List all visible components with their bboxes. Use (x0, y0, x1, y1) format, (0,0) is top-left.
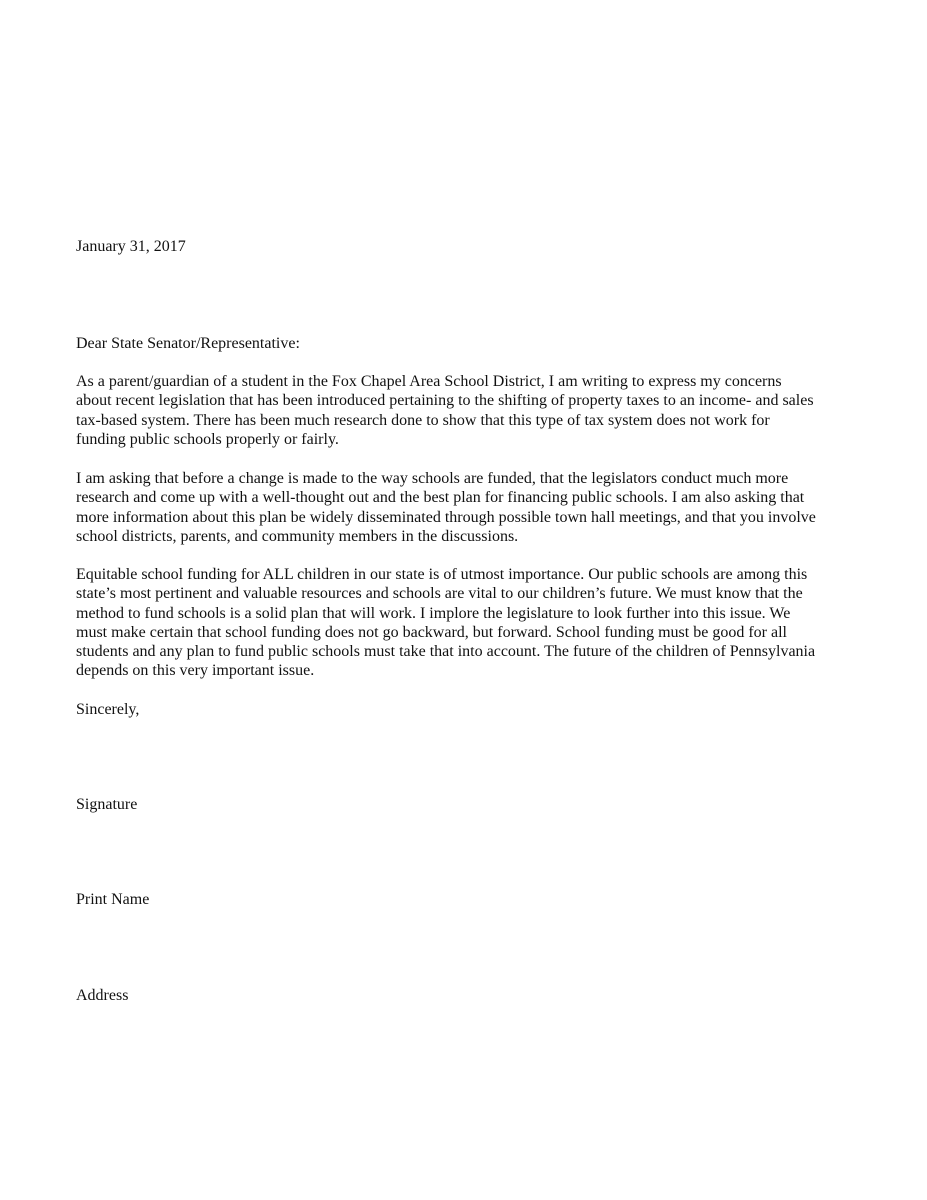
paragraph-line: method to fund schools is a solid plan that will work. I implore the legislature to look further into this issue. We (76, 604, 791, 622)
print-name-label: Print Name (76, 891, 150, 908)
signature-label: Signature (76, 796, 138, 813)
paragraph-line: tax-based system. There has been much research done to show that this type of tax system does not work for (76, 411, 770, 429)
address-label: Address (76, 987, 129, 1004)
body-paragraph-2 (76, 469, 816, 546)
paragraph-line: I am asking that before a change is made to the way schools are funded, that the legislators conduct much more (76, 470, 789, 487)
paragraph-line: research and come up with a well-thought out and the best plan for financing public schools. I am also asking that (76, 489, 805, 507)
paragraph-line: about recent legislation that has been introduced pertaining to the shifting of property taxes to an income- and sales (76, 392, 814, 410)
paragraph-line: students and any plan to fund public schools must take that into account. The future of the children of Pennsylvania (76, 643, 816, 661)
letter-salutation: Dear State Senator/Representative: (76, 335, 300, 352)
paragraph-line: Equitable school funding for ALL children in our state is of utmost importance. Our public schools are among this (76, 566, 808, 583)
paragraph-line: school districts, parents, and community members in the discussions. (76, 527, 519, 545)
paragraph-line: state’s most pertinent and valuable resources and schools are vital to our children’s future. We must know that the (76, 585, 803, 603)
letter-closing: Sincerely, (76, 701, 140, 718)
body-paragraph-1 (76, 372, 814, 449)
letter-date: January 31, 2017 (76, 238, 186, 255)
paragraph-line: must make certain that school funding does not go backward, but forward. School funding must be good for all (76, 623, 787, 641)
paragraph-line: funding public schools properly or fairly. (76, 430, 339, 448)
paragraph-line: depends on this very important issue. (76, 662, 315, 680)
paragraph-line: more information about this plan be widely disseminated through possible town hall meetings, and that you involve (76, 508, 816, 526)
paragraph-line: As a parent/guardian of a student in the Fox Chapel Area School District, I am writing to express my concerns (76, 373, 782, 390)
body-paragraph-3 (76, 565, 815, 681)
